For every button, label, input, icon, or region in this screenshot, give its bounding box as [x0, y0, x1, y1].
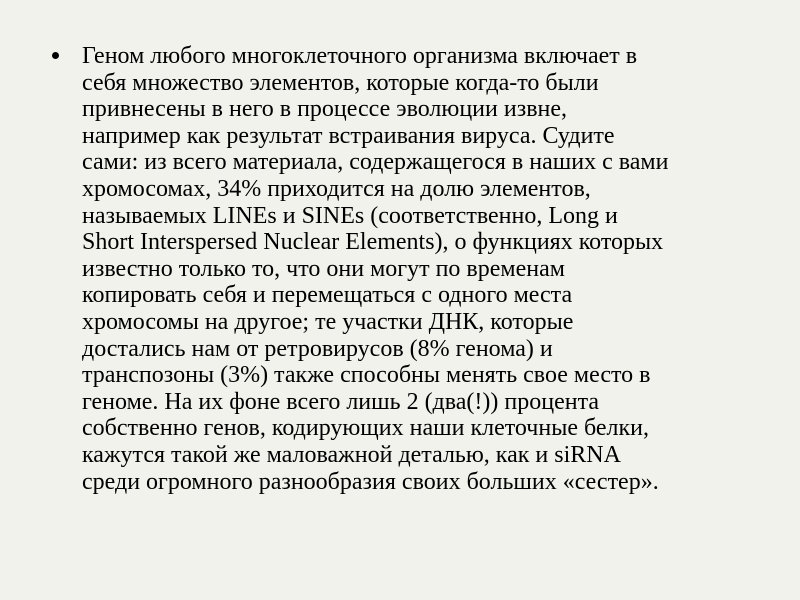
- text-line: Short Interspersed Nuclear Elements), о функциях которых: [82, 229, 664, 256]
- bullet-dot-icon: [52, 52, 59, 59]
- text-line: транспозоны (3%) также способны менять свое место в: [82, 362, 651, 389]
- text-line: копировать себя и перемещаться с одного места: [82, 282, 573, 309]
- text-line: сами: из всего материала, содержащегося в наших с вами: [82, 149, 669, 176]
- text-line: хромосомы на другое; те участки ДНК, которые: [82, 308, 574, 335]
- text-line: геноме. На их фоне всего лишь 2 (два(!)) процента: [82, 388, 600, 415]
- bullet-text: [82, 43, 762, 495]
- text-line: достались нам от ретровирусов (8% генома) и: [82, 335, 553, 362]
- text-line: привнесены в него в процессе эволюции извне,: [82, 96, 568, 123]
- text-line: Геном любого многоклеточного организма включает в: [82, 43, 638, 69]
- text-line: называемых LINEs и SINEs (соответственно, Long и: [82, 202, 618, 229]
- text-line: хромосомах, 34% приходится на долю элементов,: [82, 175, 591, 202]
- text-line: себя множество элементов, которые когда-то были: [82, 69, 599, 96]
- text-line: собственно генов, кодирующих наши клеточные белки,: [82, 415, 650, 442]
- text-line: например как результат встраивания вируса. Судите: [82, 122, 615, 149]
- text-line: известно только то, что они могут по временам: [82, 255, 565, 282]
- text-line: среди огромного разнообразия своих больших «сестер».: [82, 468, 659, 495]
- text-line: кажутся такой же маловажной деталью, как и siRNA: [82, 441, 621, 468]
